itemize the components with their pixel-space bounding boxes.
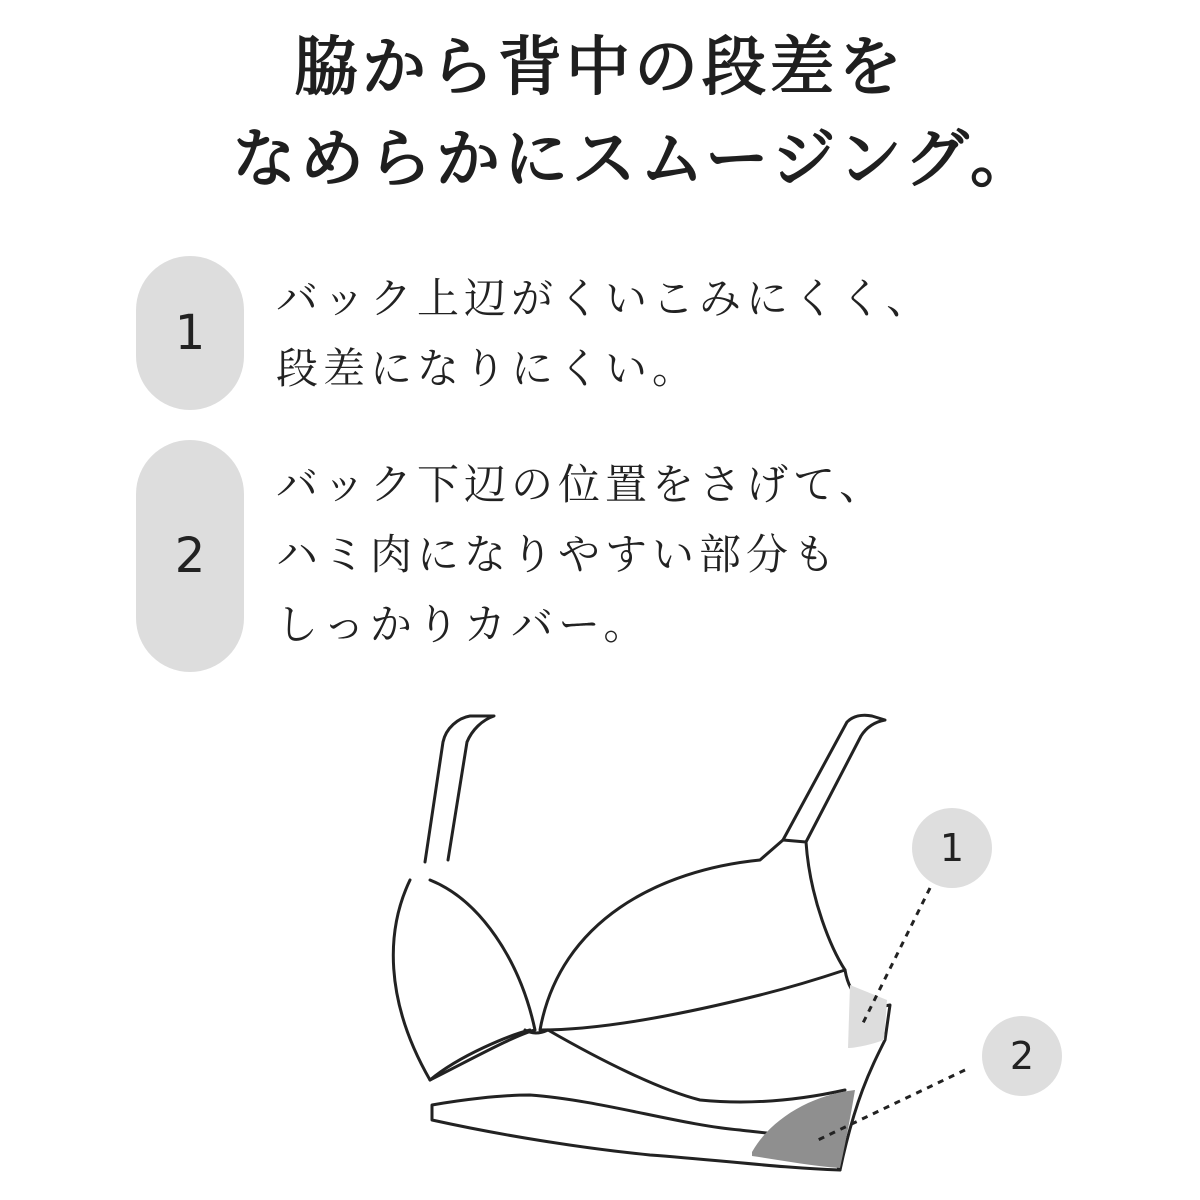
callout-badge-2: 2 <box>982 1016 1062 1096</box>
callout-badge-1: 1 <box>912 808 992 888</box>
feature-2-line-2: ハミ肉になりやすい部分も <box>276 530 841 579</box>
feature-1-line-1: バック上辺がくいこみにくく、 <box>276 274 934 323</box>
underband-top <box>430 1030 845 1102</box>
feature-2-line-3: しっかりカバー。 <box>276 600 651 649</box>
headline-line-1: 脇から背中の段差を <box>294 30 906 105</box>
headline-line-2: なめらかにスムージング。 <box>231 122 1039 197</box>
feature-1-line-2: 段差になりにくい。 <box>276 344 700 393</box>
right-strap <box>783 715 885 842</box>
left-cup <box>393 880 535 1080</box>
area-1-highlight <box>848 985 887 1048</box>
left-strap <box>425 716 494 862</box>
number-badge-2: 2 <box>136 440 244 672</box>
right-cup <box>540 840 845 1030</box>
feature-2-line-1: バック下辺の位置をさげて、 <box>276 460 887 509</box>
number-badge-1: 1 <box>136 256 244 410</box>
